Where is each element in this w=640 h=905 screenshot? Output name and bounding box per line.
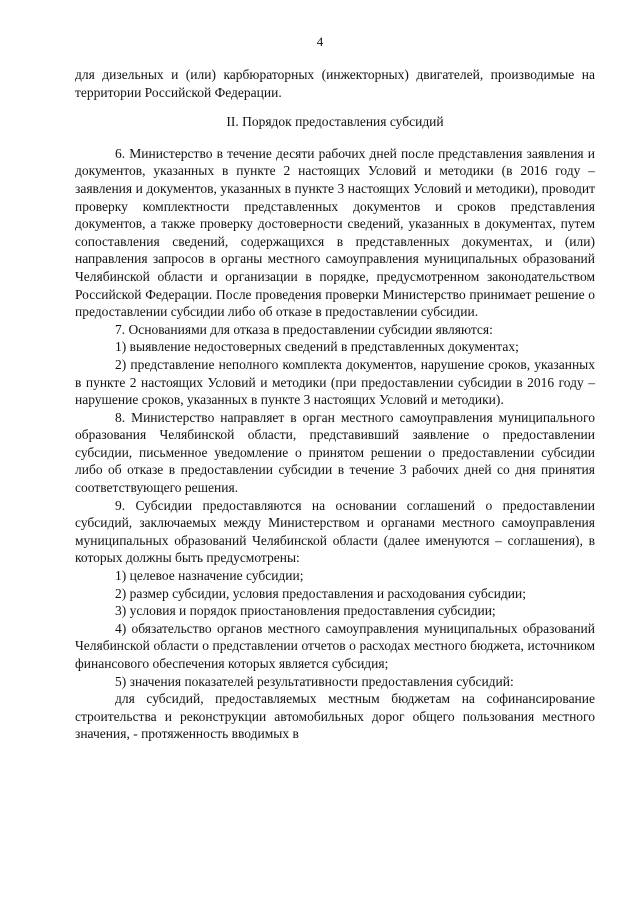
paragraph-9-item-5-detail: для субсидий, предоставляемых местным бюджетам на софинансирование строительства и реконструкции автомобильных дорог общего пользования местного значения, - протяженность вводимых в <box>75 691 595 742</box>
document-body <box>75 66 595 743</box>
paragraph-8: 8. Министерство направляет в орган местного самоуправления муниципального образования Челябинской области, представивший заявление о предоставлении субсидии, письменное уведомление о принятом решении о предоставлении субсидии либо об отказе в предоставлении субсидии в течение 3 рабочих дней со дня принятия соответствующего решения. <box>75 409 595 496</box>
paragraph-9-item-3: 3) условия и порядок приостановления предоставления субсидии; <box>115 603 496 619</box>
section-heading: II. Порядок предоставления субсидий <box>226 114 444 130</box>
paragraph-9-item-2: 2) размер субсидии, условия предоставления и расходования субсидии; <box>115 585 526 601</box>
paragraph-6: 6. Министерство в течение десяти рабочих дней после представления заявления и документов, указанных в пункте 2 настоящих Условий и методики (в 2016 году – заявления и документов, указанных в пункте 3 настоящих Условий и методики), проводит проверку комплектности представленных документов и сроков представления документов, а также проверку достоверности сведений, указанных в документах, путем сопоставления сведений, содержащихся в представленных документах, и (или) направления запросов в органы местного самоуправления муниципальных образований Челябинской области и организации в порядке, предусмотренном законодательством Российской Федерации. После проведения проверки Министерство принимает решение о предоставлении субсидии либо об отказе в предоставлении субсидии. <box>75 145 595 320</box>
paragraph-7-item-1: 1) выявление недостоверных сведений в представленных документах; <box>115 339 519 355</box>
paragraph-9-item-4: 4) обязательство органов местного самоуправления муниципальных образований Челябинской области о представлении отчетов о расходах местного бюджета, источником финансового обеспечения которых является субсидия; <box>75 620 595 671</box>
paragraph-9-item-1: 1) целевое назначение субсидии; <box>115 568 304 584</box>
paragraph-9: 9. Субсидии предоставляются на основании соглашений о предоставлении субсидий, заключаемых между Министерством и органами местного самоуправления муниципальных образований Челябинской области (далее именуются – соглашения), в которых должны быть предусмотрены: <box>75 497 595 566</box>
paragraph-9-item-5: 5) значения показателей результативности предоставления субсидий: <box>115 673 514 689</box>
intro-continuation: для дизельных и (или) карбюраторных (инжекторных) двигателей, производимые на территории Российской Федерации. <box>75 67 595 100</box>
paragraph-7: 7. Основаниями для отказа в предоставлении субсидии являются: <box>115 321 493 337</box>
paragraph-7-item-2: 2) представление неполного комплекта документов, нарушение сроков, указанных в пункте 2 настоящих Условий и методики (при предоставлении субсидии в 2016 году – нарушение сроков, указанных в пункте 3 настоящих Условий и методики). <box>75 356 595 408</box>
page-number: 4 <box>316 34 324 49</box>
